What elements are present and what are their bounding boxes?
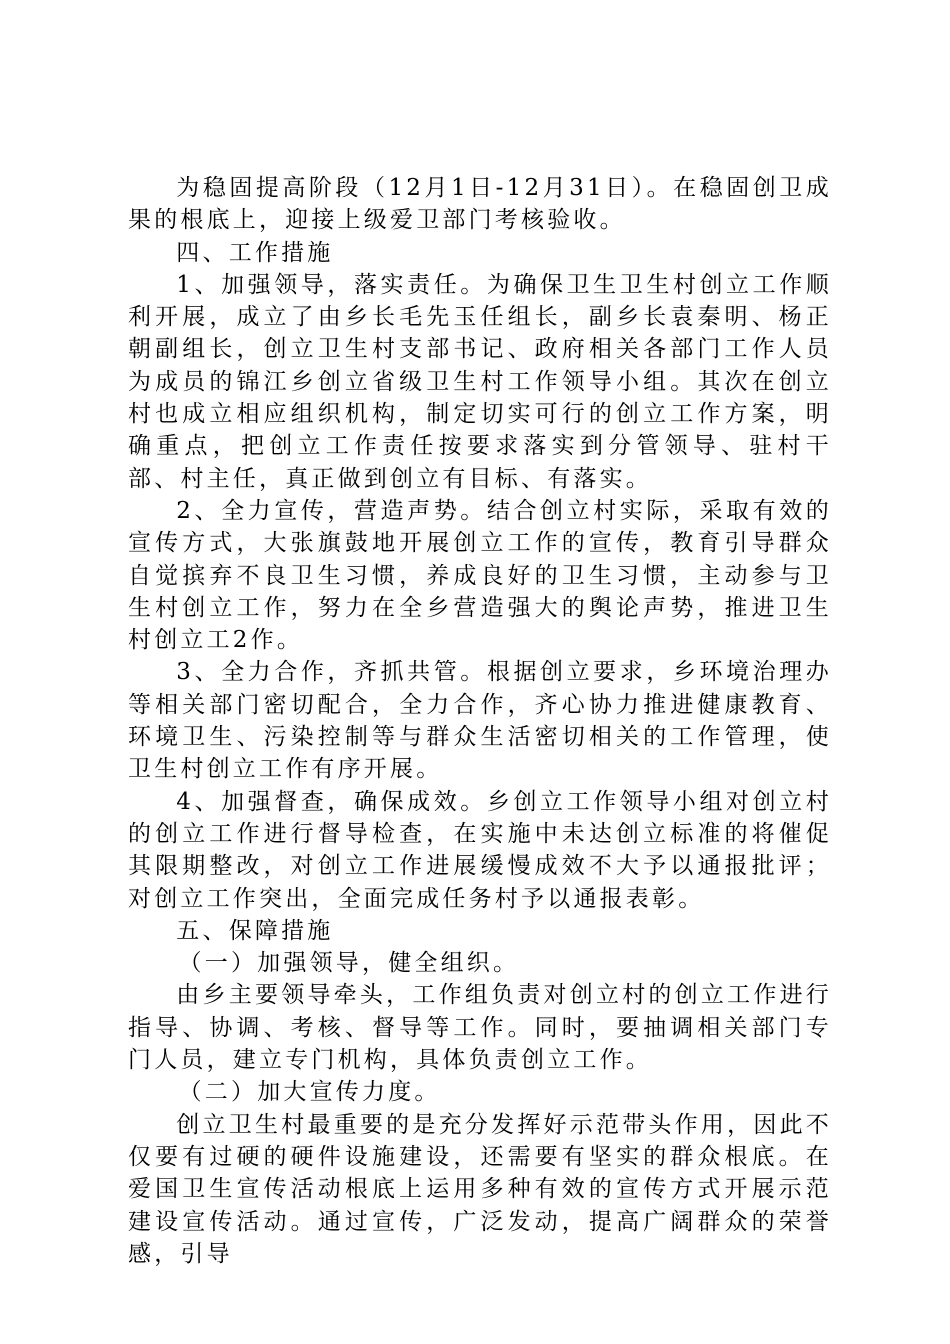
- paragraph-publicity: 创立卫生村最重要的是充分发挥好示范带头作用，因此不仅要有过硬的硬件设施建设，还需要有坚实的群众根底。在爱国卫生宣传活动根底上运用多种有效的宣传方式开展示范建设宣传活动。通过宣传，广泛发动，提高广阔群众的荣誉感，引导: [128, 1111, 832, 1267]
- heading-guarantee-measures: 五、保障措施: [176, 917, 334, 944]
- paragraph-measure-1: 1、加强领导，落实责任。为确保卫生卫生村创立工作顺利开展，成立了由乡长毛先玉任组长，副乡长袁秦明、杨正朝副组长，创立卫生村支部书记、政府相关各部门工作人员为成员的锦江乡创立省级卫生村工作领导小组。其次在创立村也成立相应组织机构，制定切实可行的创立工作方案，明确重点，把创立工作责任按要求落实到分管领导、驻村干部、村主任，真正做到创立有目标、有落实。: [128, 271, 832, 492]
- paragraph-leadership: 由乡主要领导牵头，工作组负责对创立村的创立工作进行指导、协调、考核、督导等工作。同时，要抽调相关部门专门人员，建立专门机构，具体负责创立工作。: [128, 982, 832, 1074]
- paragraph-stage-consolidation: 为稳固提高阶段（12月1日-12月31日）。在稳固创卫成果的根底上，迎接上级爱卫部门考核验收。: [128, 175, 832, 234]
- document-body: [128, 172, 832, 1270]
- paragraph-measure-4: 4、加强督查，确保成效。乡创立工作领导小组对创立村的创立工作进行督导检查，在实施中未达创立标准的将催促其限期整改，对创立工作进展缓慢成效不大予以通报批评；对创立工作突出，全面完成任务村予以通报表彰。: [128, 788, 832, 912]
- heading-work-measures: 四、工作措施: [176, 239, 334, 266]
- paragraph-measure-2: 2、全力宣传，营造声势。结合创立村实际，采取有效的宣传方式，大张旗鼓地开展创立工作的宣传，教育引导群众自觉摈弃不良卫生习惯，养成良好的卫生习惯，主动参与卫生村创立工作，努力在全乡营造强大的舆论声势，推进卫生村创立工2作。: [128, 497, 832, 654]
- paragraph-measure-3: 3、全力合作，齐抓共管。根据创立要求，乡环境治理办等相关部门密切配合，全力合作，齐心协力推进健康教育、环境卫生、污染控制等与群众生活密切相关的工作管理，使卫生村创立工作有序开展。: [128, 659, 832, 783]
- subheading-leadership: （一）加强领导，健全组织。: [178, 950, 520, 977]
- subheading-publicity: （二）加大宣传力度。: [178, 1079, 441, 1106]
